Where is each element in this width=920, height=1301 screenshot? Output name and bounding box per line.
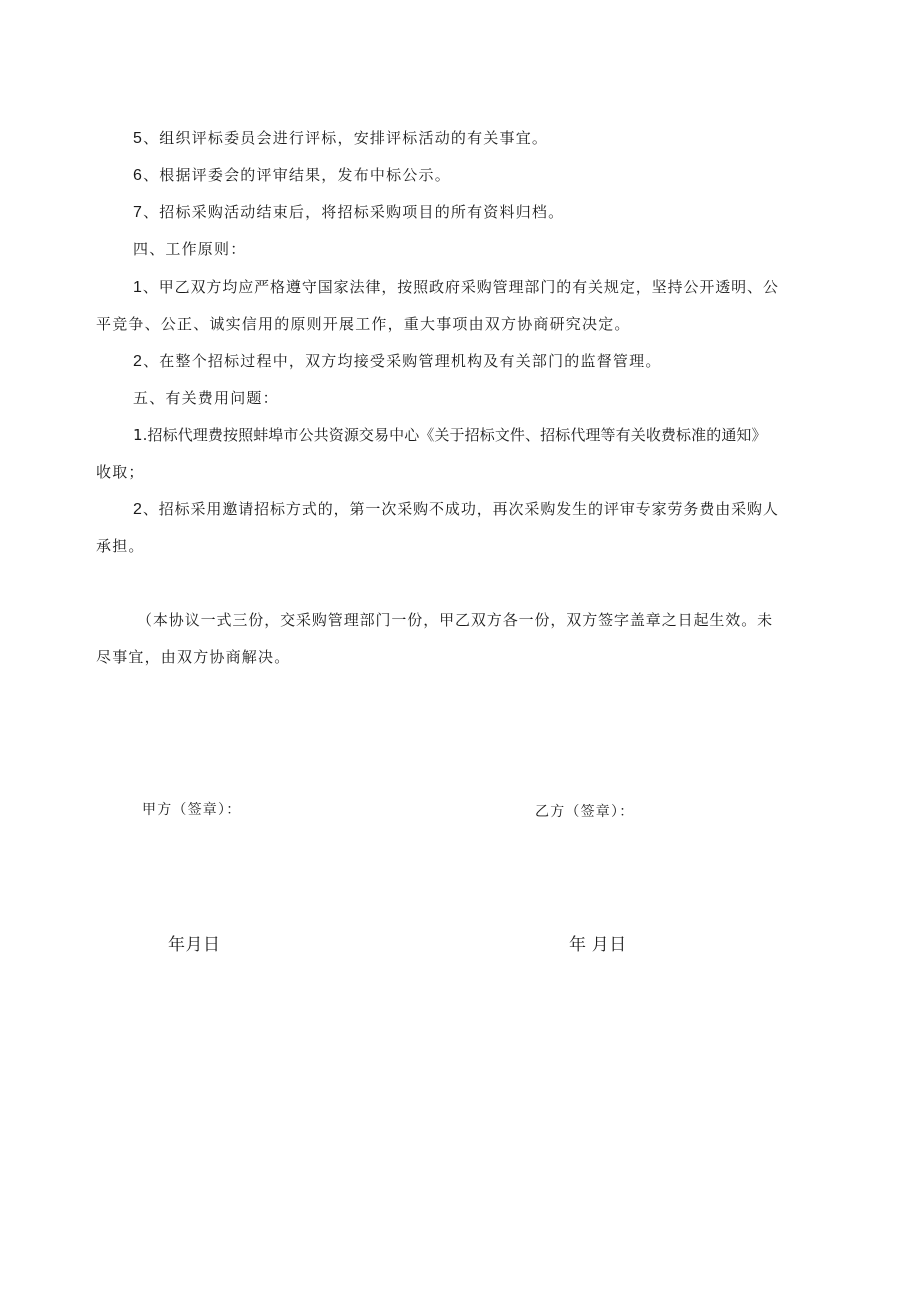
section-4-clause-1-line-1	[133, 277, 779, 298]
section-4-heading: 四、工作原则：	[133, 240, 247, 258]
closing-line-2: 尽事宜，由双方协商解决。	[96, 648, 291, 666]
closing-line-1: （本协议一式三份，交采购管理部门一份，甲乙双方各一份，双方签字盖章之日起生效。未	[137, 611, 774, 629]
section-5-clause-2-text: 、招标采用邀请招标方式的，第一次采购不成功，再次采购发生的评审专家劳务费由采购人	[142, 500, 779, 518]
party-a-date: 年月日	[168, 935, 221, 954]
clause-7-number: 7	[133, 204, 144, 221]
section-4-clause-2-number: 2	[133, 353, 144, 370]
section-5-clause-2-line-2: 承担。	[96, 537, 145, 555]
party-b-date: 年 月日	[569, 935, 627, 954]
clause-6-number: 6	[133, 167, 144, 184]
section-4-clause-1-text: 、甲乙双方均应严格遵守国家法律，按照政府采购管理部门的有关规定，坚持公开透明、公	[142, 278, 779, 296]
clause-6	[133, 165, 451, 186]
clause-5-text: 、组织评标委员会进行评标，安排评标活动的有关事宜。	[143, 129, 549, 147]
section-5-clause-2-number: 2	[133, 501, 143, 518]
section-5-heading: 五、有关费用问题：	[133, 389, 279, 407]
section-5-clause-1-line-2: 收取；	[96, 463, 145, 481]
clause-6-text: 、根据评委会的评审结果，发布中标公示。	[143, 166, 451, 184]
party-b-signature-label: 乙方（签章）：	[535, 804, 635, 820]
section-4-clause-1-number: 1	[133, 279, 143, 296]
section-4-clause-2	[133, 351, 662, 372]
clause-5	[133, 128, 548, 149]
clause-5-number: 5	[133, 130, 144, 147]
clause-7	[133, 202, 564, 223]
section-4-clause-1-line-2: 平竞争、公正、诚实信用的原则开展工作，重大事项由双方协商研究决定。	[96, 315, 631, 333]
clause-7-text: 、招标采购活动结束后，将招标采购项目的所有资料归档。	[143, 203, 565, 221]
party-a-signature-label: 甲方（签章）：	[142, 802, 242, 818]
section-5-clause-2-line-1	[133, 499, 779, 520]
section-4-clause-2-text: 、在整个招标过程中，双方均接受采购管理机构及有关部门的监督管理。	[143, 352, 662, 370]
section-5-clause-1-line-1: 1.招标代理费按照蚌埠市公共资源交易中心《关于招标文件、招标代理等有关收费标准的通知》	[133, 426, 767, 444]
